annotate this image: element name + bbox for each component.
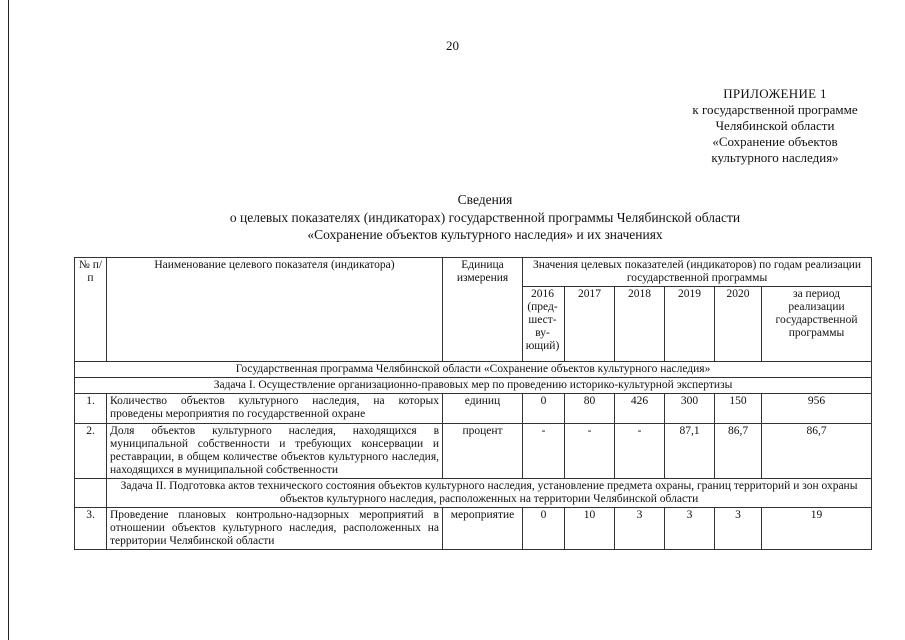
row-num: 3.: [75, 508, 107, 550]
table-row: [75, 508, 872, 550]
appendix-block: [645, 86, 905, 166]
appendix-line: к государственной программе: [692, 102, 858, 117]
program-row-text: Государственная программа Челябинской области «Сохранение объектов культурного наследия»: [75, 362, 872, 378]
task-row: [75, 378, 872, 394]
row-num: 2.: [75, 424, 107, 479]
document-heading: [0, 191, 905, 244]
row-value-2016: 0: [523, 508, 565, 550]
header-num: № п/п: [75, 258, 107, 362]
row-value-2016: -: [523, 424, 565, 479]
header-year-2016: 2016 (пред-шест-ву-ющий): [523, 287, 565, 362]
appendix-title: ПРИЛОЖЕНИЕ 1: [723, 86, 827, 101]
header-values-group: Значения целевых показателей (индикаторов) по годам реализации государственной программы: [523, 258, 872, 287]
heading-line: «Сохранение объектов культурного наследия» и их значениях: [307, 227, 663, 242]
row-indicator-name: Проведение плановых контрольно-надзорных мероприятий в отношении объектов культурного наследия, расположенных на территории Челябинской области: [107, 508, 443, 550]
task-1-text: Задача I. Осуществление организационно-правовых мер по проведению историко-культурной экспертизы: [75, 378, 872, 394]
row-value-total: 19: [762, 508, 872, 550]
indicators-table: [74, 257, 872, 550]
row-value-2019: 87,1: [665, 424, 715, 479]
header-year-2020: 2020: [715, 287, 762, 362]
task-2-text: Задача II. Подготовка актов технического состояния объектов культурного наследия, установление предмета охраны, границ территорий и зон охраны объектов культурного наследия, расположенных на территории Челябинской области: [107, 479, 872, 508]
row-value-2018: 426: [615, 394, 665, 424]
appendix-line: Челябинской области: [715, 118, 835, 133]
task-2-num-cell: [75, 479, 107, 508]
header-unit: Единица измерения: [443, 258, 523, 362]
row-value-2020: 3: [715, 508, 762, 550]
table-header-row: [75, 258, 872, 287]
header-year-2018: 2018: [615, 287, 665, 362]
table-row: [75, 394, 872, 424]
row-value-2020: 86,7: [715, 424, 762, 479]
row-indicator-name: Количество объектов культурного наследия, на которых проведены мероприятия по государственной охране: [107, 394, 443, 424]
appendix-line: «Сохранение объектов: [712, 134, 838, 149]
row-value-2020: 150: [715, 394, 762, 424]
page-binding-line: [8, 0, 9, 640]
row-value-2017: 80: [565, 394, 615, 424]
row-value-2018: 3: [615, 508, 665, 550]
row-value-2018: -: [615, 424, 665, 479]
header-year-2019: 2019: [665, 287, 715, 362]
heading-line: о целевых показателях (индикаторах) государственной программы Челябинской области: [229, 209, 741, 225]
row-value-2017: 10: [565, 508, 615, 550]
row-value-total: 956: [762, 394, 872, 424]
table-row: [75, 424, 872, 479]
page-number: 20: [446, 38, 459, 53]
heading-title: Сведения: [457, 192, 513, 207]
row-value-2019: 3: [665, 508, 715, 550]
row-value-2016: 0: [523, 394, 565, 424]
appendix-line: культурного наследия»: [711, 150, 839, 165]
header-period-total: за период реализации государственной программы: [762, 287, 872, 362]
row-unit: единиц: [443, 394, 523, 424]
row-value-2019: 300: [665, 394, 715, 424]
header-year-2017: 2017: [565, 287, 615, 362]
row-num: 1.: [75, 394, 107, 424]
row-unit: мероприятие: [443, 508, 523, 550]
row-indicator-name: Доля объектов культурного наследия, находящихся в муниципальной собственности и требующих консервации и реставрации, в общем количестве объектов культурного наследия, находящихся в муниципальной собственности: [107, 424, 443, 479]
row-value-2017: -: [565, 424, 615, 479]
row-unit: процент: [443, 424, 523, 479]
row-value-total: 86,7: [762, 424, 872, 479]
header-name: Наименование целевого показателя (индикатора): [107, 258, 443, 362]
task-row: [75, 479, 872, 508]
program-row: [75, 362, 872, 378]
